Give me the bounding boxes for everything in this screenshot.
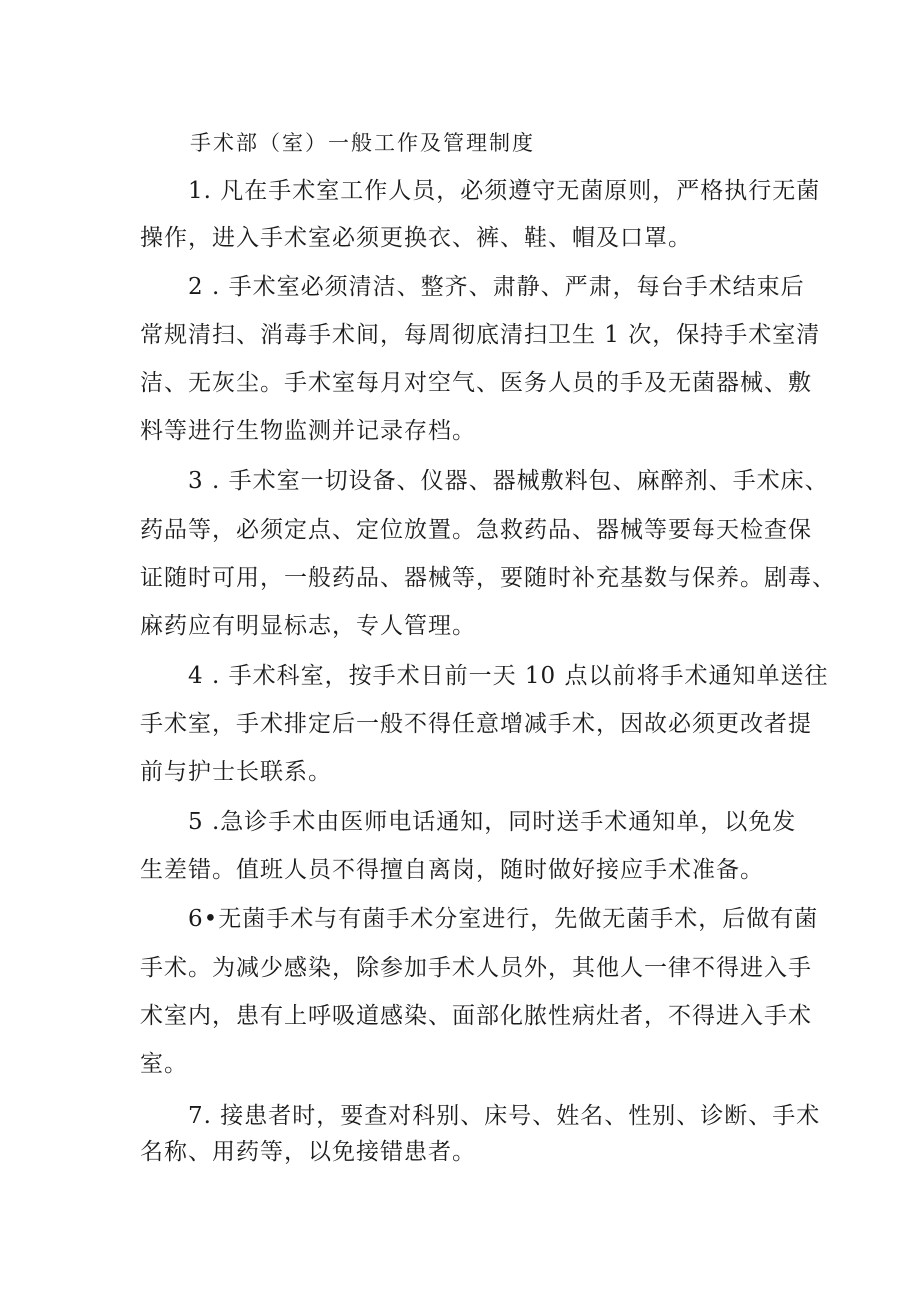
paragraph-5-line-1: 5 .急诊手术由医师电话通知，同时送手术通知单，以免发 [188,809,797,835]
paragraph-3-line-3: 证随时可用，一般药品、器械等，要随时补充基数与保养。剧毒、 [140,565,836,591]
paragraph-2-line-4: 料等进行生物监测并记录存档。 [140,418,476,444]
paragraph-3-line-4: 麻药应有明显标志，专人管理。 [140,613,476,639]
paragraph-4-line-2: 手术室，手术排定后一般不得任意增减手术，因故必须更改者提 [140,711,812,737]
paragraph-2-line-3: 洁、无灰尘。手术室每月对空气、医务人员的手及无菌器械、敷 [140,370,812,396]
paragraph-1-line-1: 1. 凡在手术室工作人员，必须遵守无菌原则，严格执行无菌 [188,178,821,204]
paragraph-3-line-1: 3 . 手术室一切设备、仪器、器械敷料包、麻醉剂、手术床、 [188,468,829,494]
document-title: 手术部（室）一般工作及管理制度 [190,131,535,155]
paragraph-6-line-1: 6•无菌手术与有菌手术分室进行，先做无菌手术，后做有菌 [188,906,819,932]
paragraph-7-line-2: 名称、用药等，以免接错患者。 [140,1139,476,1165]
paragraph-6-line-2: 手术。为减少感染，除参加手术人员外，其他人一律不得进入手 [140,955,812,981]
paragraph-2-line-1: 2 . 手术室必须清洁、整齐、肃静、严肃，每台手术结束后 [188,274,805,300]
paragraph-7-line-1: 7. 接患者时，要查对科别、床号、姓名、性别、诊断、手术 [188,1103,821,1129]
paragraph-2-line-2: 常规清扫、消毒手术间，每周彻底清扫卫生 1 次，保持手术室清 [140,322,821,348]
paragraph-4-line-1: 4 . 手术科室，按手术日前一天 10 点以前将手术通知单送往 [188,663,829,689]
paragraph-5-line-2: 生差错。值班人员不得擅自离岗，随时做好接应手术准备。 [140,857,764,883]
paragraph-1-line-2: 操作，进入手术室必须更换衣、裤、鞋、帽及口罩。 [140,225,692,251]
paragraph-6-line-3: 术室内，患有上呼吸道感染、面部化脓性病灶者，不得进入手术 [140,1003,812,1029]
paragraph-6-line-4: 室。 [140,1051,188,1077]
paragraph-4-line-3: 前与护士长联系。 [140,759,332,785]
paragraph-3-line-2: 药品等，必须定点、定位放置。急救药品、器械等要每天检查保 [140,517,812,543]
